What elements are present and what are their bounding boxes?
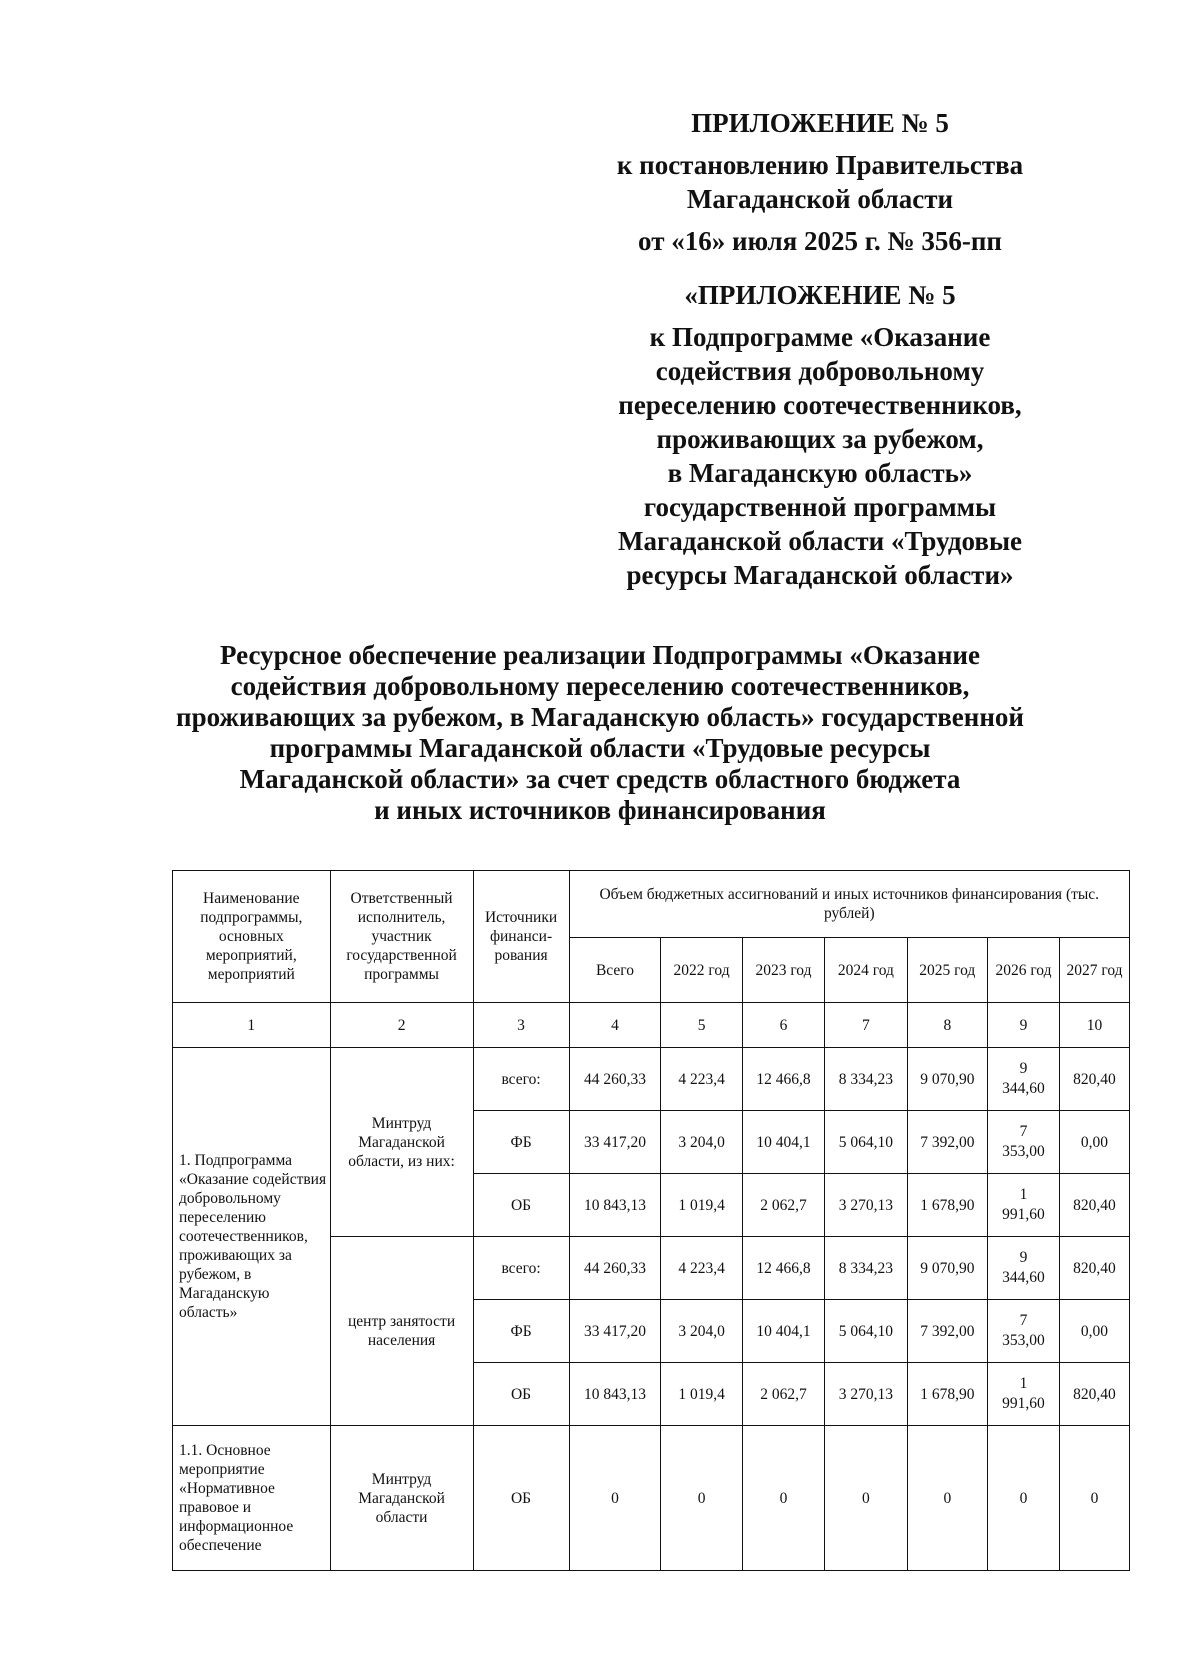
source-cell: ФБ [473,1300,569,1363]
value-part: 344,60 [1002,1080,1045,1097]
value-cell: 8 334,23 [825,1048,907,1111]
value-cell: 0,00 [1059,1111,1129,1174]
inner-appendix-line: ресурсы Магаданской области» [626,560,1014,590]
column-number: 2 [330,1003,473,1048]
column-number: 3 [473,1003,569,1048]
title-line: и иных источников финансирования [374,795,826,825]
appendix-label: ПРИЛОЖЕНИЕ № 5 [691,108,949,138]
title-line: Ресурсное обеспечение реализации Подпрограммы «Оказание [220,640,980,670]
program-name: 1. Подпрограмма «Оказание содействия добровольному переселению соотечественников, проживающих за рубежом, в Магаданскую область» [173,1048,331,1426]
header-year: 2023 год [742,938,824,1003]
value-cell: 820,40 [1059,1363,1129,1426]
value-cell: 0 [569,1426,661,1571]
value-cell: 44 260,33 [569,1237,661,1300]
column-number: 4 [569,1003,661,1048]
title-line: программы Магаданской области «Трудовые ресурсы [269,733,931,763]
inner-appendix-label: «ПРИЛОЖЕНИЕ № 5 [684,280,956,310]
table-row [173,1426,1130,1571]
source-cell: ОБ [473,1363,569,1426]
value-cell: 1 019,4 [661,1174,742,1237]
value-part: 7 [1019,1312,1028,1329]
value-cell-2026 [987,1111,1059,1174]
source-cell: всего: [473,1048,569,1111]
value-cell-2026 [987,1237,1059,1300]
value-cell: 0 [987,1426,1059,1571]
value-cell-2026 [987,1174,1059,1237]
column-number: 5 [661,1003,742,1048]
executor-cell: Минтруд Магаданской области, из них: [330,1048,473,1237]
value-cell: 2 062,7 [742,1174,824,1237]
value-cell: 33 417,20 [569,1300,661,1363]
executor-cell: центр занятости населения [330,1237,473,1426]
inner-appendix-line: в Магаданскую область» [667,458,973,488]
value-part: 344,60 [1002,1269,1045,1286]
source-cell: всего: [473,1237,569,1300]
value-part: 991,60 [1002,1206,1045,1223]
measure-name: 1.1. Основное мероприятие «Нормативное правовое и информационное обеспечение [173,1426,331,1571]
value-part: 7 [1019,1123,1028,1140]
value-cell: 12 466,8 [742,1237,824,1300]
value-part: 353,00 [1002,1332,1045,1349]
value-cell: 44 260,33 [569,1048,661,1111]
value-cell: 1 678,90 [907,1174,987,1237]
resolution-date: от «16» июля 2025 г. № 356-пп [638,226,1002,256]
value-cell: 4 223,4 [661,1237,742,1300]
value-cell: 7 392,00 [907,1300,987,1363]
value-cell: 3 270,13 [825,1363,907,1426]
header-name: Наименование подпрограммы, основных мероприятий, мероприятий [173,871,331,1003]
value-cell: 12 466,8 [742,1048,824,1111]
column-number: 7 [825,1003,907,1048]
value-cell: 820,40 [1059,1237,1129,1300]
header-volume: Объем бюджетных ассигнований и иных источников финансирования (тыс. рублей) [569,871,1129,938]
document-title [150,640,1050,826]
value-cell: 10 843,13 [569,1174,661,1237]
header-source: Источники финанси-рования [473,871,569,1003]
inner-appendix-line: содействия добровольному [655,356,985,386]
source-cell: ОБ [473,1174,569,1237]
value-cell: 10 404,1 [742,1300,824,1363]
financing-table [172,870,1130,1571]
value-cell: 0 [1059,1426,1129,1571]
header-year: 2024 год [825,938,907,1003]
value-cell: 0 [661,1426,742,1571]
value-cell: 10 843,13 [569,1363,661,1426]
value-cell: 5 064,10 [825,1111,907,1174]
value-cell: 3 270,13 [825,1174,907,1237]
value-cell: 1 678,90 [907,1363,987,1426]
value-part: 9 [1019,1249,1028,1266]
header-year: 2025 год [907,938,987,1003]
value-part: 9 [1019,1060,1028,1077]
title-line: Магаданской области» за счет средств областного бюджета [239,764,961,794]
inner-appendix-line: к Подпрограмме «Оказание [649,322,991,352]
value-part: 353,00 [1002,1143,1045,1160]
header-year: 2027 год [1059,938,1129,1003]
value-cell: 9 070,90 [907,1048,987,1111]
value-cell: 820,40 [1059,1048,1129,1111]
value-cell: 7 392,00 [907,1111,987,1174]
value-cell: 4 223,4 [661,1048,742,1111]
value-cell: 0 [907,1426,987,1571]
value-part: 991,60 [1002,1395,1045,1412]
inner-appendix-line: государственной программы [643,492,997,522]
table-header-row [173,871,1130,938]
header-year: Всего [569,938,661,1003]
value-cell: 2 062,7 [742,1363,824,1426]
inner-appendix-line: переселению соотечественников, [618,390,1022,420]
title-line: проживающих за рубежом, в Магаданскую область» государственной [176,702,1024,732]
value-cell-2026 [987,1048,1059,1111]
title-line: содействия добровольному переселению соотечественников, [230,671,970,701]
value-cell: 1 019,4 [661,1363,742,1426]
value-cell: 3 204,0 [661,1111,742,1174]
value-cell-2026 [987,1363,1059,1426]
header-executor: Ответственный исполнитель, участник государственной программы [330,871,473,1003]
resolution-line: Магаданской области [686,184,954,214]
value-cell: 0,00 [1059,1300,1129,1363]
value-cell-2026 [987,1300,1059,1363]
column-number: 10 [1059,1003,1129,1048]
resolution-line: к постановлению Правительства [616,150,1024,180]
value-cell: 820,40 [1059,1174,1129,1237]
header-year: 2022 год [661,938,742,1003]
column-number: 6 [742,1003,824,1048]
column-number: 9 [987,1003,1059,1048]
value-cell: 10 404,1 [742,1111,824,1174]
column-number: 1 [173,1003,331,1048]
value-cell: 8 334,23 [825,1237,907,1300]
value-cell: 9 070,90 [907,1237,987,1300]
source-cell: ОБ [473,1426,569,1571]
table-row [173,1048,1130,1111]
column-number-row [173,1003,1130,1048]
source-cell: ФБ [473,1111,569,1174]
header-year: 2026 год [987,938,1059,1003]
inner-appendix-line: проживающих за рубежом, [656,424,984,454]
value-cell: 5 064,10 [825,1300,907,1363]
value-part: 1 [1019,1375,1028,1392]
value-cell: 0 [825,1426,907,1571]
appendix-header [560,106,1080,592]
value-part: 1 [1019,1186,1028,1203]
column-number: 8 [907,1003,987,1048]
executor-cell: Минтруд Магаданской области [330,1426,473,1571]
value-cell: 3 204,0 [661,1300,742,1363]
value-cell: 33 417,20 [569,1111,661,1174]
inner-appendix-line: Магаданской области «Трудовые [617,526,1023,556]
value-cell: 0 [742,1426,824,1571]
